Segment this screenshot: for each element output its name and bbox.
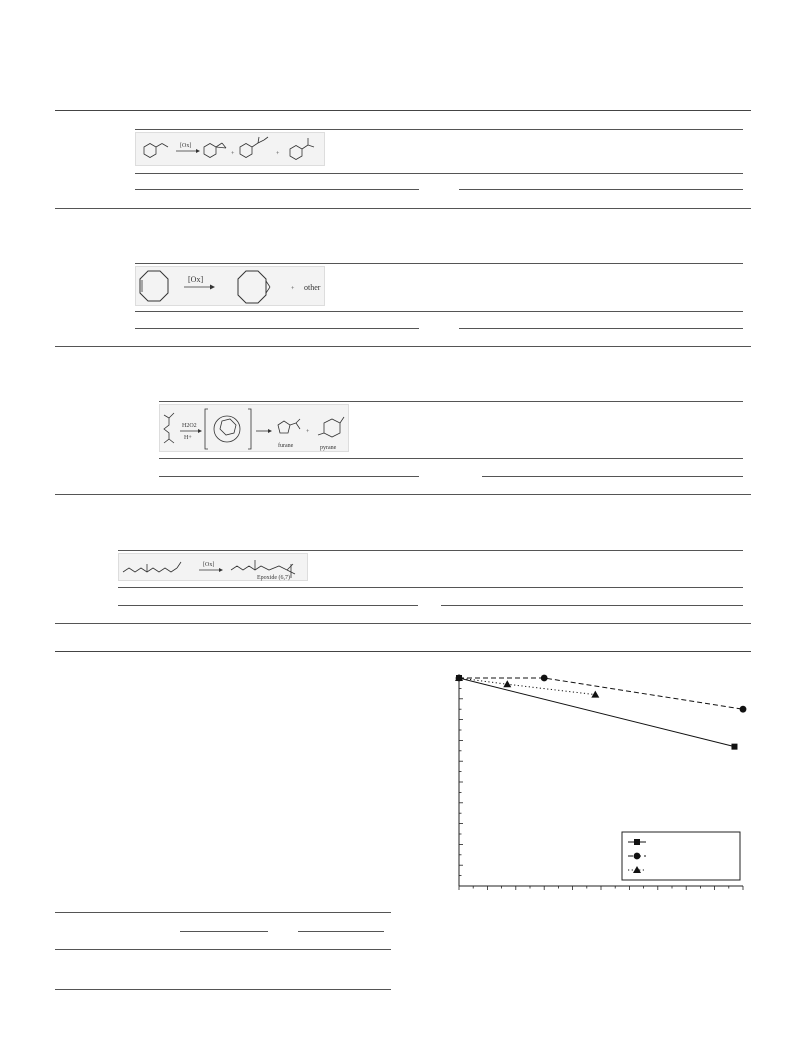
styrene-ring	[144, 144, 156, 158]
cyclooctene-scheme	[135, 266, 325, 306]
row3-sub-rule-left	[159, 476, 419, 477]
row-sep-rule-4	[55, 623, 751, 624]
legend-marker-1	[634, 839, 640, 845]
row3-top-rule	[159, 401, 743, 402]
row-sep-rule-2	[55, 346, 751, 347]
series-2-point	[740, 706, 747, 713]
plus-3: +	[306, 429, 310, 435]
oxidant-label-4: [Ox]	[203, 562, 215, 568]
pyrane-label: pyrane	[320, 445, 337, 451]
series-3-point	[503, 680, 511, 687]
series-3-point	[591, 691, 599, 698]
plus-2: +	[291, 286, 295, 292]
series-2-line	[459, 678, 743, 709]
row2-sub-rule-left	[135, 328, 419, 329]
row1-sub-rule-right	[459, 189, 743, 190]
row2-sub-rule-right	[459, 328, 743, 329]
row1-top-rule	[135, 129, 743, 130]
plus-1b: +	[276, 151, 280, 157]
series-2-point	[541, 675, 548, 682]
legend-marker-2	[634, 853, 641, 860]
row4-top-rule	[118, 550, 743, 551]
table2-group-rule-1	[180, 931, 268, 932]
reagent-top: H2O2	[182, 423, 197, 429]
epoxide-label: Epoxide (6,7)	[257, 575, 290, 581]
oxidant-label-2: [Ox]	[188, 275, 204, 284]
table2-bottom-rule	[55, 989, 391, 990]
row-sep-rule-1	[55, 208, 751, 209]
row3-mid-rule	[159, 458, 743, 459]
row4-sub-rule-right	[441, 605, 743, 606]
furane-label: furane	[278, 443, 294, 449]
row1-mid-rule	[135, 173, 743, 174]
row4-mid-rule	[118, 587, 743, 588]
geraniol-scheme	[118, 553, 308, 581]
linalool-scheme	[159, 404, 349, 452]
series-3-line	[459, 678, 595, 695]
table-bottom-rule	[55, 651, 751, 652]
cyclooctene-ring	[140, 271, 168, 301]
row2-mid-rule	[135, 311, 743, 312]
row1-sub-rule-left	[135, 189, 419, 190]
series-1-point	[731, 744, 737, 750]
reagent-bottom: H+	[184, 435, 192, 441]
table-top-rule	[55, 110, 751, 111]
row3-sub-rule-right	[482, 476, 743, 477]
row2-top-rule	[135, 263, 743, 264]
oxidant-label-1: [Ox]	[180, 143, 192, 149]
row-sep-rule-3	[55, 494, 751, 495]
table2-header-rule	[55, 949, 391, 950]
plus-1a: +	[231, 151, 235, 157]
series-1-line	[459, 678, 734, 747]
styrene-scheme	[135, 132, 325, 166]
row4-sub-rule-left	[118, 605, 418, 606]
other-label: other	[304, 283, 321, 292]
kinetics-chart	[440, 662, 760, 898]
table2-group-rule-2	[298, 931, 384, 932]
table2-top-rule	[55, 912, 391, 913]
